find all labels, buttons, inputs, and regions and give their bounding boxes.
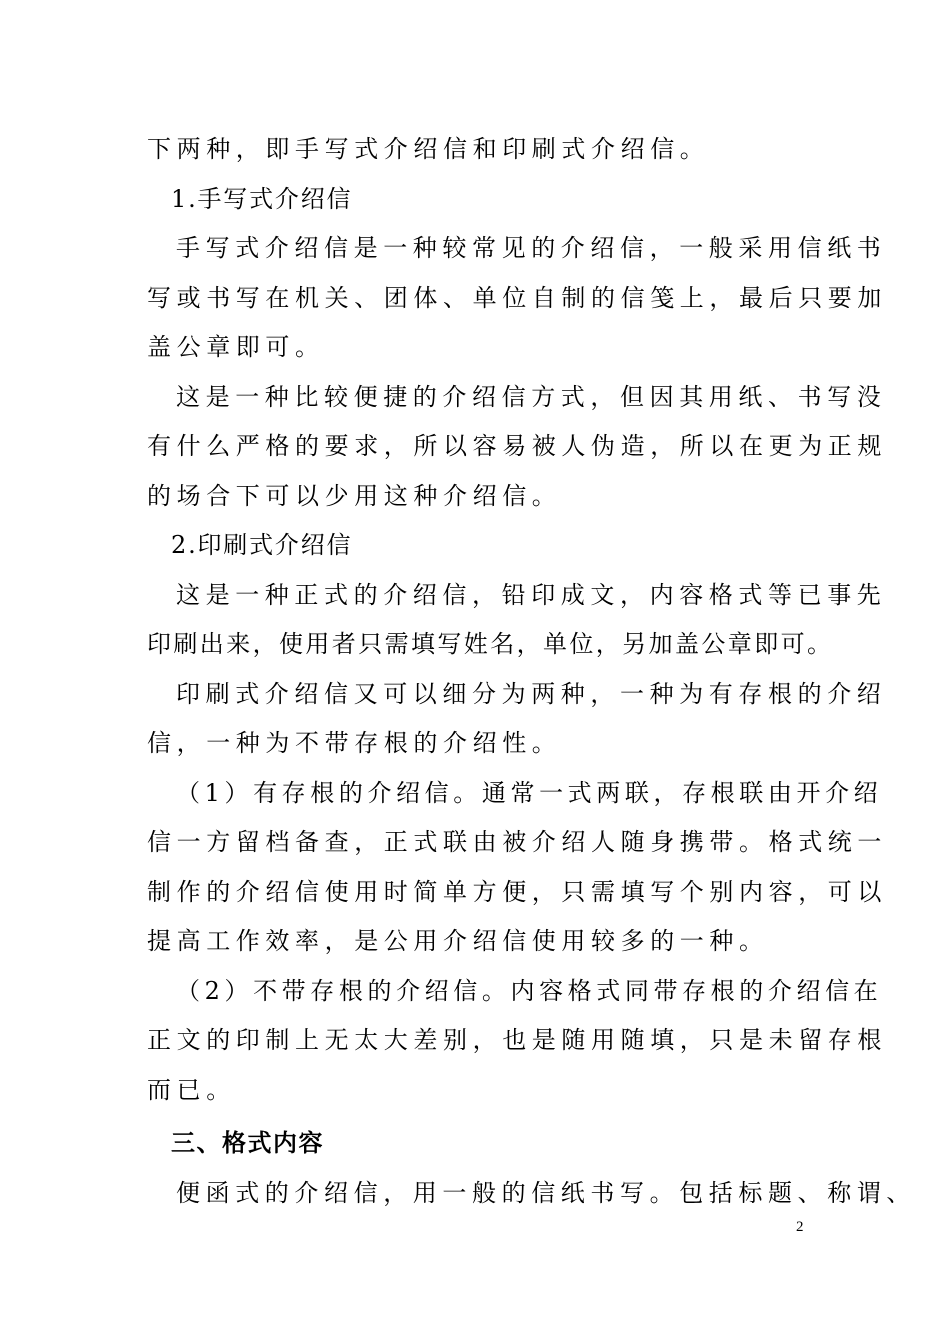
section-subheading: 1.手写式介绍信 [171,184,353,213]
page-number: 2 [796,1219,804,1235]
paragraph-line: 便函式的介绍信，用一般的信纸书写。包括标题、称谓、 [176,1178,916,1207]
paragraph-line: 而已。 [147,1075,236,1104]
paragraph-line: 这是一种比较便捷的介绍信方式，但因其用纸、书写没 [176,382,887,411]
paragraph-line: 正文的印制上无太大差别，也是随用随填，只是未留存根 [147,1026,887,1054]
paragraph-line: 手写式介绍信是一种较常见的介绍信，一般采用信纸书 [176,234,887,262]
paragraph-line: （1）有存根的介绍信。通常一式两联，存根联由开介绍 [176,778,883,807]
paragraph-line: 写或书写在机关、团体、单位自制的信笺上，最后只要加 [147,283,887,312]
paragraph-line: 提高工作效率，是公用介绍信使用较多的一种。 [147,927,769,955]
paragraph-line: 下两种，即手写式介绍信和印刷式介绍信。 [147,135,710,163]
paragraph-line: 盖公章即可。 [147,333,325,361]
paragraph-line: 信，一种为不带存根的介绍性。 [147,729,562,757]
paragraph-line: （2）不带存根的介绍信。内容格式同带存根的介绍信在 [176,976,883,1005]
document-body [147,125,916,1218]
paragraph-line: 有什么严格的要求，所以容易被人伪造，所以在更为正规 [147,432,887,460]
paragraph-line: 印刷出来，使用者只需填写姓名，单位，另加盖公章即可。 [147,630,834,658]
paragraph-line: 信一方留档备查，正式联由被介绍人随身携带。格式统一 [147,828,887,856]
paragraph-line: 的场合下可以少用这种介绍信。 [147,481,562,510]
section-heading: 三、格式内容 [171,1129,324,1157]
section-subheading: 2.印刷式介绍信 [171,531,353,559]
paragraph-line: 制作的介绍信使用时简单方便，只需填写个别内容，可以 [147,877,887,906]
paragraph-line: 这是一种正式的介绍信，铅印成文，内容格式等已事先 [176,580,887,609]
paragraph-line: 印刷式介绍信又可以细分为两种，一种为有存根的介绍 [176,679,887,708]
